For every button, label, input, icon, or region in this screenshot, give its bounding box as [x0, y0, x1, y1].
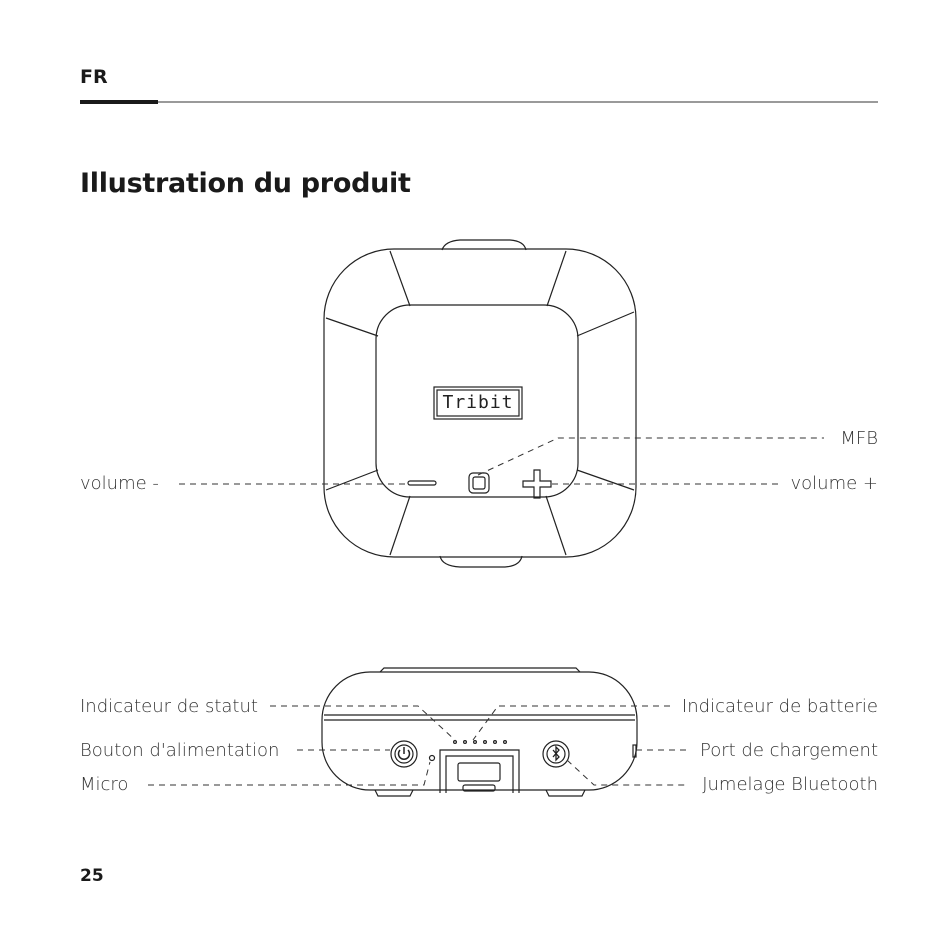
tribit-logo-text: Tribit	[442, 392, 514, 413]
status-led-icon	[454, 741, 457, 744]
bluetooth-button-icon	[543, 741, 569, 767]
power-button-label: Bouton d'alimentation	[80, 740, 280, 761]
charging-port-label: Port de chargement	[700, 740, 878, 761]
mfb-label: MFB	[840, 428, 878, 449]
page-number: 25	[80, 866, 104, 886]
usb-port-icon	[440, 750, 519, 793]
section-title: Illustration du produit	[80, 168, 411, 199]
mfb-button-icon	[469, 473, 489, 493]
battery-leds-icon	[464, 741, 507, 744]
battery-indicator-label: Indicateur de batterie	[681, 696, 878, 717]
bluetooth-pairing-label: Jumelage Bluetooth	[702, 774, 878, 795]
language-code: FR	[80, 66, 108, 88]
micro-label: Micro	[80, 774, 129, 795]
microphone-hole-icon	[430, 756, 435, 761]
leader-lines	[148, 438, 824, 785]
volume-minus-label: volume -	[80, 473, 159, 494]
minus-icon	[408, 481, 436, 485]
status-indicator-label: Indicateur de statut	[80, 696, 258, 717]
volume-plus-label: volume +	[790, 473, 878, 494]
charging-port-slot	[633, 745, 636, 757]
power-button-icon	[391, 741, 417, 767]
plus-icon	[523, 470, 551, 498]
